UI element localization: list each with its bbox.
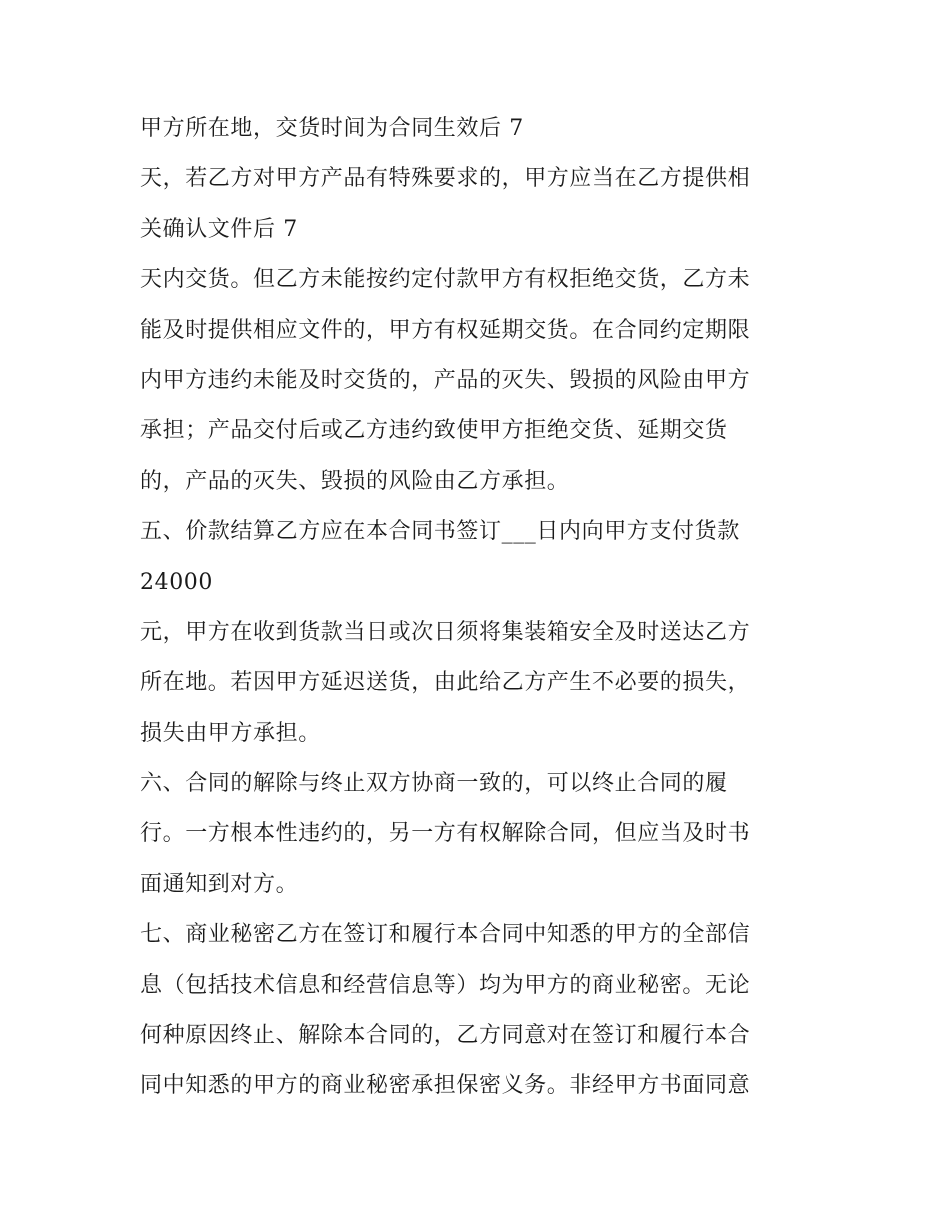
text-line: 的，产品的灭失、毁损的风险由乙方承担。 — [140, 468, 570, 494]
text-line: 能及时提供相应文件的，甲方有权延期交货。在合同约定期限 — [140, 317, 751, 343]
text-line: 损失由甲方承担。 — [140, 720, 321, 746]
section-six-heading-line: 六、合同的解除与终止双方协商一致的，可以终止合同的履 — [140, 771, 728, 797]
text-line: 息（包括技术信息和经营信息等）均为甲方的商业秘密。无论 — [140, 972, 751, 998]
section-five-heading-line: 五、价款结算乙方应在本合同书签订___日内向甲方支付货款 — [140, 519, 740, 545]
text-line: 关确认文件后 7 — [140, 216, 298, 242]
text-line: 甲方所在地，交货时间为合同生效后 7 — [140, 116, 524, 141]
text-line: 何种原因终止、解除本合同的，乙方同意对在签订和履行本合 — [140, 1023, 751, 1049]
text-line: 天内交货。但乙方未能按约定付款甲方有权拒绝交货，乙方未 — [140, 267, 751, 293]
text-line: 所在地。若因甲方延迟送货，由此给乙方产生不必要的损失， — [140, 670, 751, 696]
text-line: 元，甲方在收到货款当日或次日须将集装箱安全及时送达乙方 — [140, 619, 751, 645]
text-line: 天，若乙方对甲方产品有特殊要求的，甲方应当在乙方提供相 — [140, 166, 751, 192]
text-line: 面通知到对方。 — [140, 871, 299, 897]
text-line: 24000 — [140, 569, 213, 595]
text-line: 同中知悉的甲方的商业秘密承担保密义务。非经甲方书面同意 — [140, 1073, 751, 1099]
contract-body-text — [140, 104, 830, 1112]
text-line: 内甲方违约未能及时交货的，产品的灭失、毁损的风险由甲方 — [140, 367, 751, 393]
section-seven-heading-line: 七、商业秘密乙方在签订和履行本合同中知悉的甲方的全部信 — [140, 922, 751, 948]
text-line: 行。一方根本性违约的，另一方有权解除合同，但应当及时书 — [140, 821, 751, 847]
text-line: 承担；产品交付后或乙方违约致使甲方拒绝交货、延期交货 — [140, 418, 728, 444]
